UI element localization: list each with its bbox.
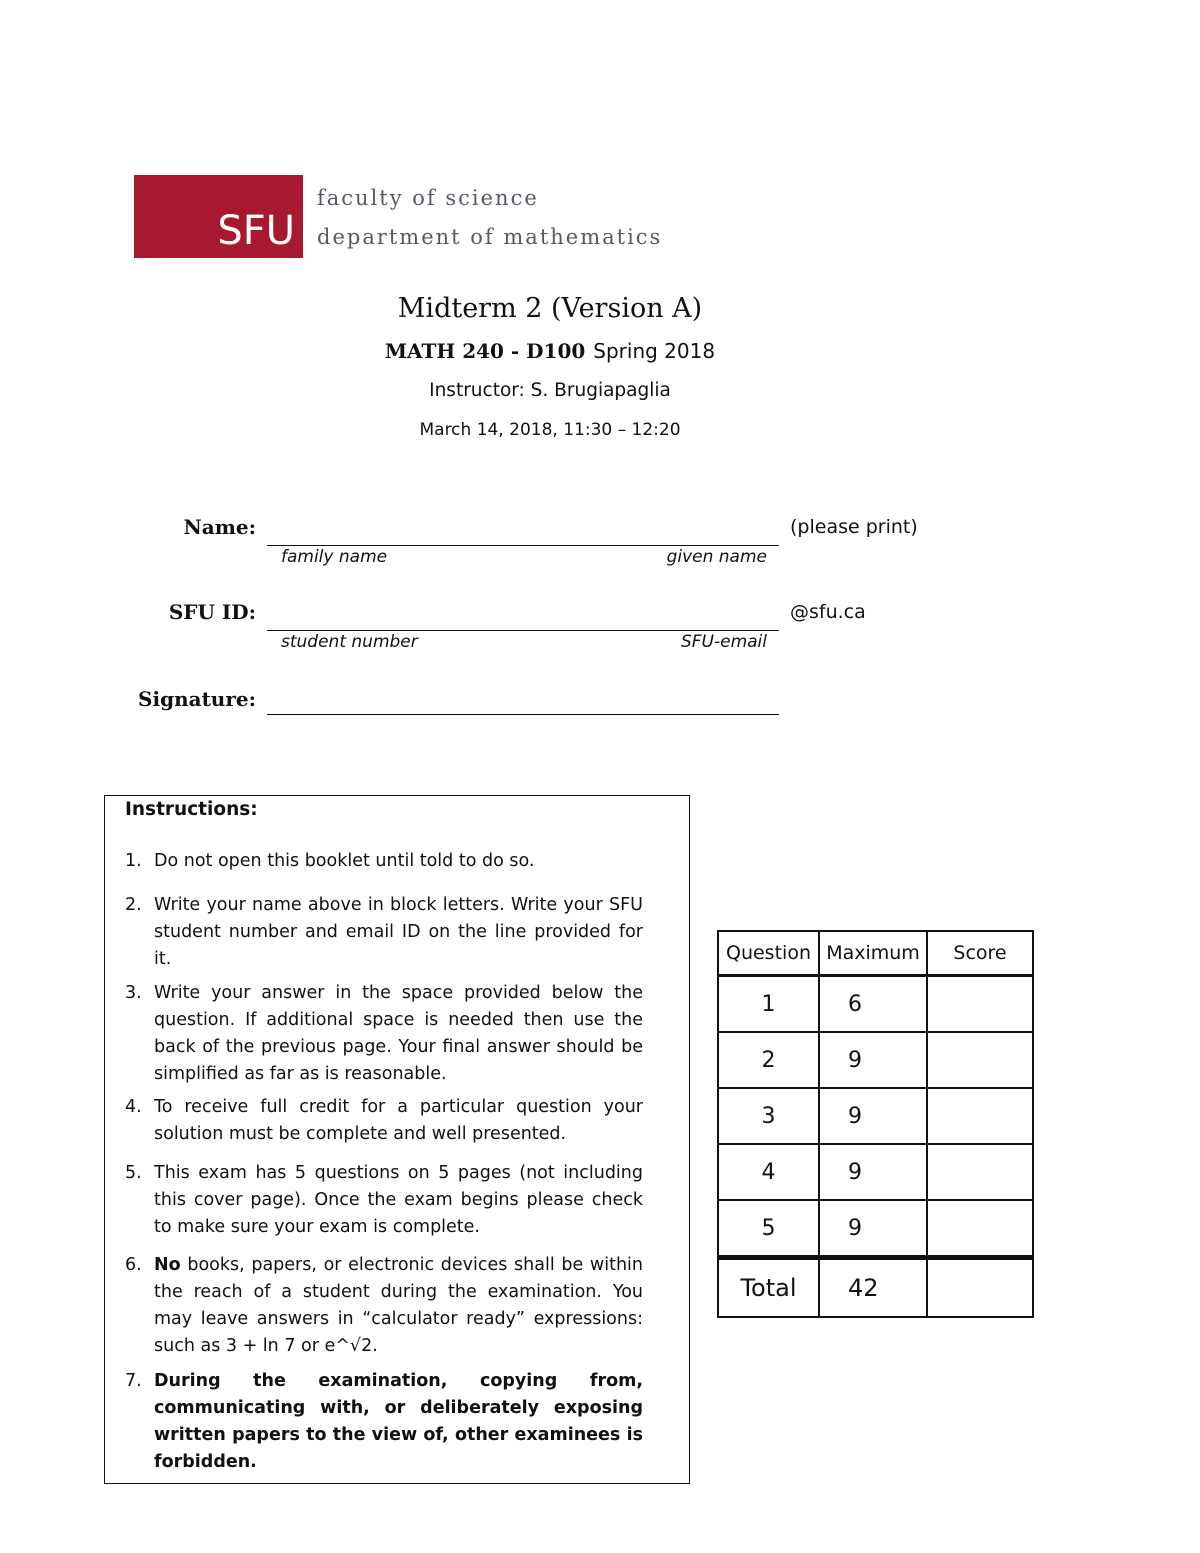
question-cell: 2	[718, 1032, 819, 1088]
instruction-text: This exam has 5 questions on 5 pages (not including this cover page). Once the exam begins please check to make sure your exam is complete.	[154, 1163, 643, 1237]
column-header-maximum: Maximum	[819, 931, 927, 976]
score-table-header	[718, 931, 1033, 976]
exam-date: March 14, 2018, 11:30 – 12:20	[419, 420, 681, 440]
instruction-item	[125, 1368, 643, 1476]
score-cell[interactable]	[927, 1144, 1033, 1200]
total-maximum-cell: 42	[819, 1258, 927, 1318]
score-table	[717, 930, 1034, 1318]
maximum-cell: 9	[819, 1032, 927, 1088]
table-row	[718, 976, 1033, 1033]
instruction-number: 1.	[125, 851, 142, 871]
instruction-item	[125, 848, 643, 875]
sfu-logo	[134, 175, 303, 258]
instructions-heading: Instructions:	[125, 799, 258, 820]
total-label-cell: Total	[718, 1258, 819, 1318]
question-cell: 3	[718, 1088, 819, 1144]
instruction-number: 7.	[125, 1371, 142, 1391]
signature-field-line[interactable]	[267, 714, 779, 715]
score-cell[interactable]	[927, 1200, 1033, 1258]
email-suffix: @sfu.ca	[790, 601, 866, 623]
sfu-email-caption: SFU-email	[680, 632, 767, 652]
instruction-number: 2.	[125, 895, 142, 915]
score-cell[interactable]	[927, 976, 1033, 1033]
given-name-caption: given name	[666, 547, 767, 567]
course-code: MATH 240 - D100	[384, 339, 586, 363]
course-line	[0, 339, 1100, 363]
maximum-cell: 9	[819, 1200, 927, 1258]
faculty-name: faculty of science	[317, 186, 539, 210]
name-field-line[interactable]	[267, 545, 779, 546]
score-cell[interactable]	[927, 1088, 1033, 1144]
course-term: Spring 2018	[593, 339, 716, 363]
instruction-text: To receive full credit for a particular question your solution must be complete and well presented.	[154, 1097, 643, 1144]
instruction-text: Write your answer in the space provided below the question. If additional space is needed then use the back of the previous page. Your final answer should be simplified as far as is reasonable.	[154, 983, 643, 1084]
sfu-id-label: SFU ID:	[168, 600, 256, 624]
instruction-item	[125, 1094, 643, 1148]
table-row	[718, 1200, 1033, 1258]
instruction-item	[125, 980, 643, 1088]
instruction-item	[125, 1252, 643, 1360]
instruction-text: During the examination, copying from, communicating with, or deliberately exposing written papers to the view of, other examinees is forbidden.	[154, 1371, 643, 1472]
instruction-emphasis: No	[154, 1255, 181, 1275]
instruction-item	[125, 892, 643, 973]
instruction-text: Write your name above in block letters. Write your SFU student number and email ID on the line provided for it.	[154, 895, 643, 969]
table-row	[718, 1144, 1033, 1200]
department-name: department of mathematics	[317, 225, 663, 249]
instruction-body: books, papers, or electronic devices shall be within the reach of a student during the examination. You may leave answers in “calculator ready” expressions: such as 3 + ln 7 or e^√2.	[154, 1255, 643, 1356]
instruction-number: 6.	[125, 1255, 142, 1275]
sfu-logo-mark: SFU	[217, 208, 295, 254]
name-suffix: (please print)	[790, 516, 918, 538]
question-cell: 4	[718, 1144, 819, 1200]
exam-title: Midterm 2 (Version A)	[397, 293, 703, 324]
table-row	[718, 1088, 1033, 1144]
table-row	[718, 1032, 1033, 1088]
instruction-number: 4.	[125, 1097, 142, 1117]
score-cell[interactable]	[927, 1032, 1033, 1088]
instructor: Instructor: S. Brugiapaglia	[429, 380, 671, 401]
instruction-number: 5.	[125, 1163, 142, 1183]
column-header-question: Question	[718, 931, 819, 976]
maximum-cell: 9	[819, 1088, 927, 1144]
maximum-cell: 6	[819, 976, 927, 1033]
total-score-cell[interactable]	[927, 1258, 1033, 1318]
family-name-caption: family name	[281, 547, 388, 567]
signature-label: Signature:	[138, 687, 256, 711]
name-label: Name:	[183, 515, 256, 539]
maximum-cell: 9	[819, 1144, 927, 1200]
total-row	[718, 1258, 1033, 1318]
question-cell: 1	[718, 976, 819, 1033]
sfu-id-field-line[interactable]	[267, 630, 779, 631]
instruction-text: Do not open this booklet until told to do so.	[154, 851, 535, 871]
column-header-score: Score	[927, 931, 1033, 976]
instruction-number: 3.	[125, 983, 142, 1003]
student-number-caption: student number	[281, 632, 418, 652]
instruction-item	[125, 1160, 643, 1241]
question-cell: 5	[718, 1200, 819, 1258]
instruction-text	[154, 1252, 643, 1360]
